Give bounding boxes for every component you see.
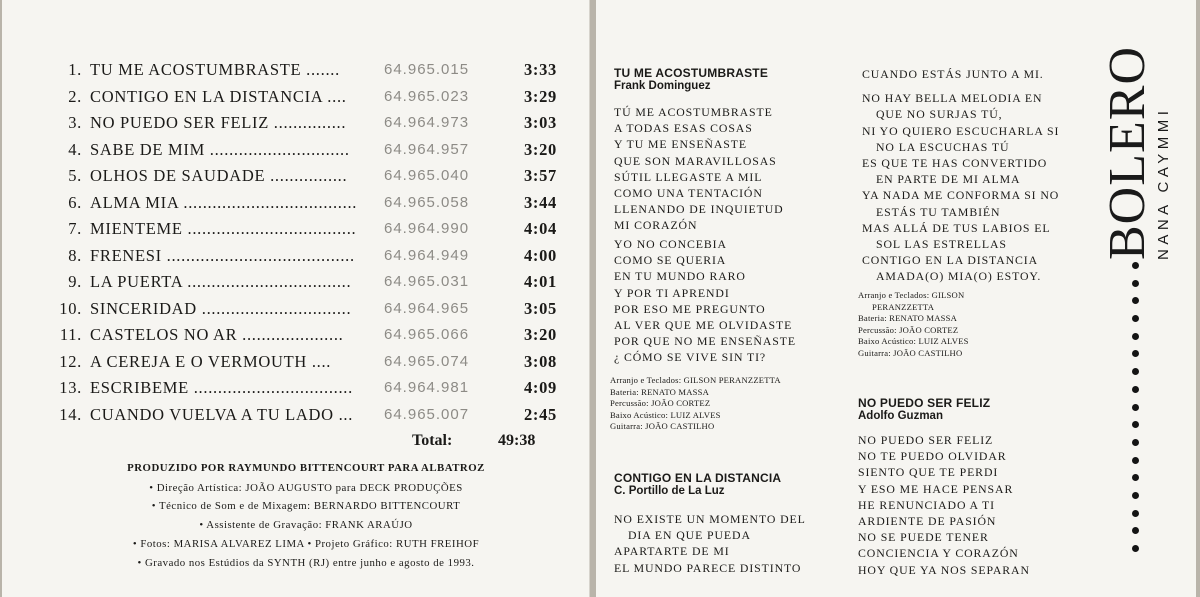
song-title: NO PUEDO SER FELIZ <box>858 396 991 410</box>
track-duration: 3:03 <box>523 113 557 132</box>
track-title: CUANDO VUELVA A TU LADO ... <box>90 404 354 424</box>
bullet-dot <box>1132 386 1139 393</box>
album-title: BOLERO <box>1099 46 1156 260</box>
lyric-line: AL VER QUE ME OLVIDASTE <box>614 318 793 333</box>
lyric-line: COMO UNA TENTACIÓN <box>614 186 763 201</box>
sound-engineer-credit: • Técnico de Som e de Mixagem: BERNARDO BITTENCOURT <box>151 500 461 512</box>
track-row <box>42 378 572 402</box>
lyric-line: Y ESO ME HACE PENSAR <box>858 481 1014 496</box>
lyric-line: TÚ ME ACOSTUMBRASTE <box>614 105 773 119</box>
catalog-code: 64.965.074 <box>384 352 470 370</box>
direction-credit: • Direção Artística: JOÃO AUGUSTO para DECK PRODUÇÕES <box>149 482 463 494</box>
track-row <box>42 219 572 243</box>
lyric-line: CONTIGO EN LA DISTANCIA <box>862 253 1039 268</box>
bullet-dot <box>1132 315 1139 322</box>
lyric-line: Y TU ME ENSEÑASTE <box>614 137 747 152</box>
track-number: 8. <box>68 245 82 265</box>
bullet-dot <box>1132 262 1139 269</box>
lyric-line: AMADA(O) MIA(O) ESTOY. <box>876 269 1042 284</box>
track-number: 13. <box>59 378 82 397</box>
musician-credit: PERANZZETTA <box>872 301 935 312</box>
musician-credit: Baixo Acústico: LUIZ ALVES <box>610 409 721 420</box>
lyric-line: DIA EN QUE PUEDA <box>628 528 751 543</box>
track-duration: 3:29 <box>523 86 557 106</box>
track-number: 3. <box>68 113 82 132</box>
track-row <box>42 272 572 296</box>
track-number: 10. <box>59 298 82 318</box>
lyric-line: ESTÁS TU TAMBIÉN <box>876 204 1001 219</box>
catalog-code: 64.964.965 <box>384 299 470 317</box>
assistant-credit: • Assistente de Gravação: FRANK ARAÚJO <box>199 519 413 531</box>
song-title: CONTIGO EN LA DISTANCIA <box>614 471 782 485</box>
catalog-code: 64.965.031 <box>384 273 470 290</box>
lyric-line: NO EXISTE UN MOMENTO DEL <box>614 512 806 526</box>
lyric-line: A TODAS ESAS COSAS <box>614 121 753 136</box>
bullet-dot <box>1132 545 1139 552</box>
catalog-code: 64.964.973 <box>384 114 470 131</box>
album-brand <box>1099 20 1178 300</box>
musician-credit: Guitarra: JOÃO CASTILHO <box>610 421 715 432</box>
bullet-dot <box>1132 439 1139 446</box>
track-row <box>42 299 572 323</box>
musician-credit: Percussão: JOÃO CORTEZ <box>610 398 711 409</box>
lyric-line: NO HAY BELLA MELODIA EN <box>862 91 1043 106</box>
bullet-dot <box>1132 457 1139 464</box>
bullet-dot <box>1132 280 1139 287</box>
track-row <box>42 166 572 190</box>
catalog-code: 64.965.058 <box>384 193 470 211</box>
lyric-line: SÚTIL LLEGASTE A MIL <box>614 169 763 184</box>
back-cover-panel <box>2 0 590 597</box>
track-title: MIENTEME ................................... <box>90 219 357 238</box>
track-number: 1. <box>68 60 82 79</box>
recording-studio-credit: • Gravado nos Estúdios da SYNTH (RJ) entre junho e agosto de 1993. <box>137 557 475 569</box>
track-duration: 4:00 <box>523 245 557 265</box>
track-row <box>42 140 572 164</box>
musician-credit: Arranjo e Teclados: GILSON PERANZZETTA <box>610 375 781 385</box>
musician-credit: Percussão: JOÃO CORTEZ <box>858 324 959 335</box>
bullet-dot <box>1132 421 1139 428</box>
track-title: A CEREJA E O VERMOUTH .... <box>90 351 332 371</box>
track-duration: 4:01 <box>523 272 557 291</box>
lyric-line: LLENANDO DE INQUIETUD <box>614 202 784 217</box>
lyrics-stanza <box>614 236 796 366</box>
bullet-dot <box>1132 527 1139 534</box>
song-author: Frank Dominguez <box>614 80 711 92</box>
bullet-dot <box>1132 333 1139 340</box>
track-row <box>42 193 572 217</box>
track-duration: 4:09 <box>523 378 557 397</box>
lyric-line: ES QUE TE HAS CONVERTIDO <box>862 156 1048 171</box>
lyric-line: YA NADA ME CONFORMA SI NO <box>862 188 1060 203</box>
bullet-dot <box>1132 297 1139 304</box>
track-number: 7. <box>68 219 82 238</box>
lyric-line: ARDIENTE DE PASIÓN <box>858 514 997 529</box>
lyrics-stanza <box>614 511 806 576</box>
lyric-line: NO PUEDO SER FELIZ <box>858 433 994 447</box>
musician-credit: Baixo Acústico: LUIZ ALVES <box>858 336 969 347</box>
lyric-line: QUE SON MARAVILLOSAS <box>614 153 777 168</box>
track-duration: 2:45 <box>523 404 557 424</box>
lyric-line: APARTARTE DE MI <box>614 544 730 559</box>
lyric-line: NO TE PUEDO OLVIDAR <box>858 449 1007 464</box>
track-number: 9. <box>68 272 82 291</box>
track-row <box>42 60 572 84</box>
track-duration: 3:44 <box>523 192 557 212</box>
lyric-line: MI CORAZÓN <box>614 218 698 233</box>
song-author: Adolfo Guzman <box>858 410 943 422</box>
track-title: SABE DE MIM ............................. <box>90 139 350 159</box>
track-row <box>42 246 572 270</box>
song-header <box>614 66 768 92</box>
musician-credit: Arranjo e Teclados: GILSON <box>858 290 965 300</box>
catalog-code: 64.965.015 <box>384 61 470 78</box>
track-number: 11. <box>59 325 82 344</box>
lyric-line: ¿ CÓMO SE VIVE SIN TI? <box>614 350 767 365</box>
lyric-line: Y POR TI APRENDI <box>614 285 730 300</box>
lyric-line: COMO SE QUERIA <box>614 253 727 268</box>
track-title: NO PUEDO SER FELIZ ............... <box>90 113 347 132</box>
song-author: C. Portillo de La Luz <box>614 485 725 497</box>
track-duration: 4:04 <box>523 219 557 238</box>
song-title: TU ME ACOSTUMBRASTE <box>614 66 769 80</box>
bullet-dot <box>1132 404 1139 411</box>
track-title: TU ME ACOSTUMBRASTE ....... <box>90 60 340 79</box>
catalog-code: 64.965.040 <box>384 167 470 184</box>
catalog-code: 64.964.990 <box>384 220 470 237</box>
lyrics-stanza <box>614 104 784 234</box>
track-duration: 3:57 <box>523 166 557 185</box>
track-row <box>42 405 572 429</box>
lyric-line: POR QUE NO ME ENSEÑASTE <box>614 334 796 349</box>
lyric-line: EN PARTE DE MI ALMA <box>876 172 1021 187</box>
bullet-dot <box>1132 510 1139 517</box>
decorative-dots <box>1132 262 1142 563</box>
track-number: 2. <box>68 86 82 106</box>
track-duration: 3:05 <box>523 298 557 318</box>
track-row <box>42 113 572 137</box>
track-title: SINCERIDAD ............................... <box>90 298 352 318</box>
track-duration: 3:20 <box>523 139 557 159</box>
track-number: 6. <box>68 192 82 212</box>
lyric-line: SIENTO QUE TE PERDI <box>858 465 999 480</box>
lyric-line: SOL LAS ESTRELLAS <box>876 237 1007 252</box>
track-title: OLHOS DE SAUDADE ................ <box>90 166 348 185</box>
lyrics-stanza <box>858 432 1030 578</box>
track-title: CONTIGO EN LA DISTANCIA .... <box>90 86 347 106</box>
bullet-dot <box>1132 492 1139 499</box>
lyric-line: HOY QUE YA NOS SEPARAN <box>858 562 1030 577</box>
catalog-code: 64.965.066 <box>384 326 470 343</box>
track-title: ESCRIBEME ................................. <box>90 378 353 397</box>
lyrics-panel <box>596 0 1196 597</box>
photo-design-credit: • Fotos: MARISA ALVAREZ LIMA • Projeto Gráfico: RUTH FREIHOF <box>132 538 480 550</box>
lyric-line: NI YO QUIERO ESCUCHARLA SI <box>862 123 1060 138</box>
lyric-line: EL MUNDO PARECE DISTINTO <box>614 560 802 575</box>
lyric-line: POR ESO ME PREGUNTO <box>614 301 766 316</box>
bullet-dot <box>1132 474 1139 481</box>
lyric-line: NO SE PUEDE TENER <box>858 530 989 545</box>
lyric-line: YO NO CONCEBIA <box>614 237 727 251</box>
musician-credit: Bateria: RENATO MASSA <box>610 386 710 397</box>
lyrics-stanza <box>862 66 1059 285</box>
lyric-line: CUANDO ESTÁS JUNTO A MI. <box>862 67 1044 81</box>
catalog-code: 64.964.981 <box>384 379 470 396</box>
track-title: ALMA MIA .................................... <box>90 192 358 212</box>
lyric-line: CONCIENCIA Y CORAZÓN <box>858 546 1019 561</box>
bullet-dot <box>1132 350 1139 357</box>
total-label: Total: <box>412 432 453 449</box>
track-row <box>42 325 572 349</box>
track-number: 4. <box>68 139 82 159</box>
track-number: 5. <box>68 166 82 185</box>
musician-credits <box>858 290 969 360</box>
catalog-code: 64.964.949 <box>384 246 470 264</box>
lyric-line: QUE NO SURJAS TÚ, <box>876 107 1003 122</box>
track-row <box>42 352 572 376</box>
catalog-code: 64.964.957 <box>384 140 470 158</box>
song-header <box>614 471 781 497</box>
track-duration: 3:33 <box>523 60 557 79</box>
musician-credits <box>610 375 781 433</box>
total-duration: 49:38 <box>498 432 536 449</box>
track-duration: 3:08 <box>523 351 557 371</box>
song-header <box>858 396 990 422</box>
catalog-code: 64.965.023 <box>384 87 470 105</box>
lyric-line: MAS ALLÁ DE TUS LABIOS EL <box>862 220 1051 235</box>
track-title: FRENESI ....................................... <box>90 245 355 265</box>
lyric-line: EN TU MUNDO RARO <box>614 269 746 284</box>
artist-name: NANA CAYMMI <box>1155 106 1172 260</box>
musician-credit: Guitarra: JOÃO CASTILHO <box>858 347 963 358</box>
track-number: 14. <box>59 404 82 424</box>
track-duration: 3:20 <box>523 325 557 344</box>
bullet-dot <box>1132 368 1139 375</box>
track-title: LA PUERTA .................................. <box>90 272 352 291</box>
lyric-line: HE RENUNCIADO A TI <box>858 497 995 512</box>
track-title: CASTELOS NO AR ..................... <box>90 325 344 344</box>
catalog-code: 64.965.007 <box>384 405 470 423</box>
musician-credit: Bateria: RENATO MASSA <box>858 313 958 324</box>
lyric-line: NO LA ESCUCHAS TÚ <box>876 139 1010 154</box>
track-number: 12. <box>59 351 82 371</box>
producer-credit: PRODUZIDO POR RAYMUNDO BITTENCOURT PARA ALBATROZ <box>127 462 485 474</box>
track-row <box>42 87 572 111</box>
